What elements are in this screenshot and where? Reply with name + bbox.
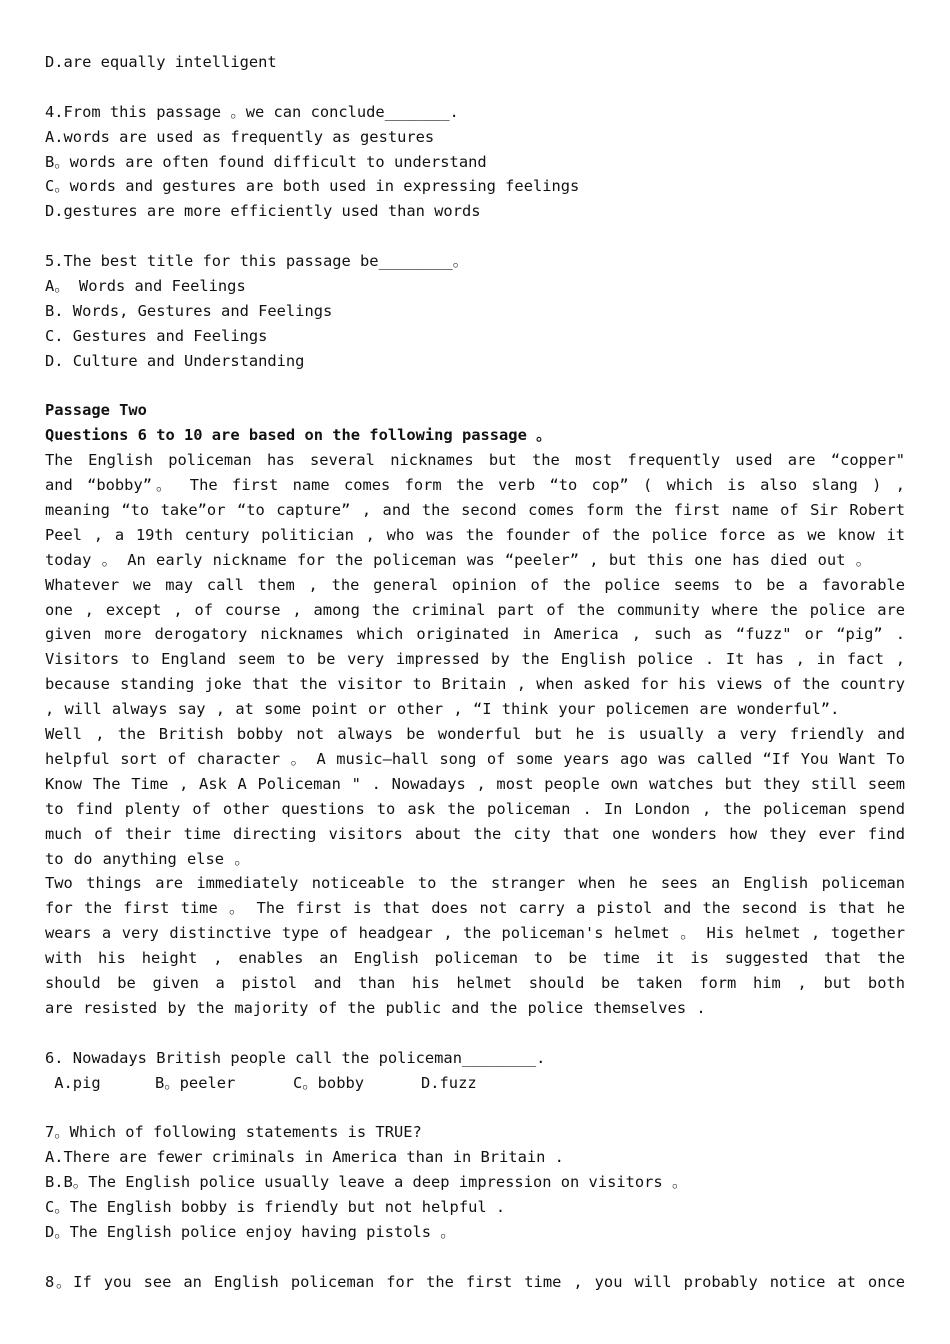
q5-stem: 5.The best title for this passage be________。: [45, 252, 469, 271]
q4-stem: 4.From this passage 。we can conclude_______.: [45, 102, 459, 121]
q6-options: [45, 1071, 905, 1096]
q4-option-d: D.gestures are more efficiently used than words: [45, 202, 481, 221]
q7-stem: 7。Which of following statements is TRUE?: [45, 1123, 422, 1142]
passage-line: for the first time 。 The first is that does not carry a pistol and the second is that he: [45, 899, 905, 918]
q6-option-a: A.pig: [45, 1073, 101, 1092]
passage-line: to do anything else 。: [45, 849, 250, 868]
q5-option-c: C. Gestures and Feelings: [45, 326, 268, 345]
q4-option-c: C。words and gestures are both used in expressing feelings: [45, 177, 580, 196]
q7-option-c: C。The English bobby is friendly but not helpful .: [45, 1197, 506, 1216]
q6-option-d: D.fuzz: [421, 1073, 477, 1092]
passage-line: Two things are immediately noticeable to the stranger when he sees an English policeman: [45, 874, 905, 893]
q4-option-a: A.words are used as frequently as gestures: [45, 127, 435, 146]
passage-instruction: Questions 6 to 10 are based on the following passage 。: [45, 426, 552, 445]
q7-option-d: D。The English police enjoy having pistols 。: [45, 1222, 456, 1241]
passage-line: , will always say , at some point or other , “I think your policemen are wonderful”.: [45, 700, 840, 719]
document-page: [45, 50, 905, 1295]
q6-stem: 6. Nowadays British people call the policeman________.: [45, 1048, 546, 1067]
q3-option-d: D.are equally intelligent: [45, 53, 277, 71]
passage-line: because standing joke that the visitor to Britain , when asked for his views of the country: [45, 675, 905, 694]
q8-stem: 8。If you see an English policeman for the first time , you will probably notice at once: [45, 1272, 905, 1291]
q5-option-b: B. Words, Gestures and Feelings: [45, 301, 333, 320]
passage-line: today 。 An early nickname for the policeman was “peeler” , but this one has died out 。: [45, 550, 872, 569]
passage-paragraph-1: [45, 448, 905, 572]
passage-line: Peel , a 19th century politician , who was the founder of the police force as we know it: [45, 525, 905, 544]
passage-line: with his height , enables an English policeman to be time it is suggested that the: [45, 949, 905, 968]
q4-option-b: B。words are often found difficult to understand: [45, 152, 487, 171]
passage-line: helpful sort of character 。 A music—hall song of some years ago was called “If You Want To: [45, 749, 905, 768]
passage-line: Know The Time , Ask A Policeman " . Nowadays , most people own watches but they still seem: [45, 774, 905, 793]
passage-line: Whatever we may call them , the general opinion of the police seems to be a favorable: [45, 575, 905, 594]
passage-line: are resisted by the majority of the public and the police themselves .: [45, 998, 706, 1017]
passage-line: to find plenty of other questions to ask the policeman . In London , the policeman spend: [45, 799, 905, 818]
passage-line: and “bobby”。 The first name comes form the verb “to cop” ( which is also slang ) ,: [45, 476, 905, 495]
passage-line: Visitors to England seem to be very impressed by the English police . It has , in fact ,: [45, 650, 905, 669]
passage-line: The English policeman has several nicknames but the most frequently used are “copper": [45, 451, 905, 470]
passage-line: one , except , of course , among the criminal part of the community where the police are: [45, 600, 905, 619]
passage-line: Well , the British bobby not always be wonderful but he is usually a very friendly and: [45, 725, 905, 744]
q7-option-a: A.There are fewer criminals in America than in Britain .: [45, 1148, 564, 1167]
passage-title: Passage Two: [45, 401, 147, 420]
q5-option-d: D. Culture and Understanding: [45, 351, 305, 370]
passage-paragraph-3: [45, 722, 905, 871]
q6-option-c: C。bobby: [293, 1073, 364, 1092]
passage-line: should be given a pistol and than his helmet should be taken form him , but both: [45, 973, 905, 992]
passage-line: wears a very distinctive type of headgear , the policeman's helmet 。 His helmet , together: [45, 924, 905, 943]
passage-line: meaning “to take”or “to capture” , and the second comes form the first name of Sir Robert: [45, 501, 905, 520]
q8-stem-block: [45, 1270, 905, 1295]
q5-option-a: A。 Words and Feelings: [45, 277, 246, 296]
passage-paragraph-2: [45, 573, 905, 722]
q7-option-b: B.B。The English police usually leave a deep impression on visitors 。: [45, 1173, 688, 1192]
passage-line: given more derogatory nicknames which originated in America , such as “fuzz" or “pig” .: [45, 625, 905, 644]
q6-option-b: B。peeler: [155, 1073, 236, 1092]
passage-line: much of their time directing visitors about the city that one wonders how they ever find: [45, 824, 905, 843]
passage-paragraph-4: [45, 871, 905, 1020]
